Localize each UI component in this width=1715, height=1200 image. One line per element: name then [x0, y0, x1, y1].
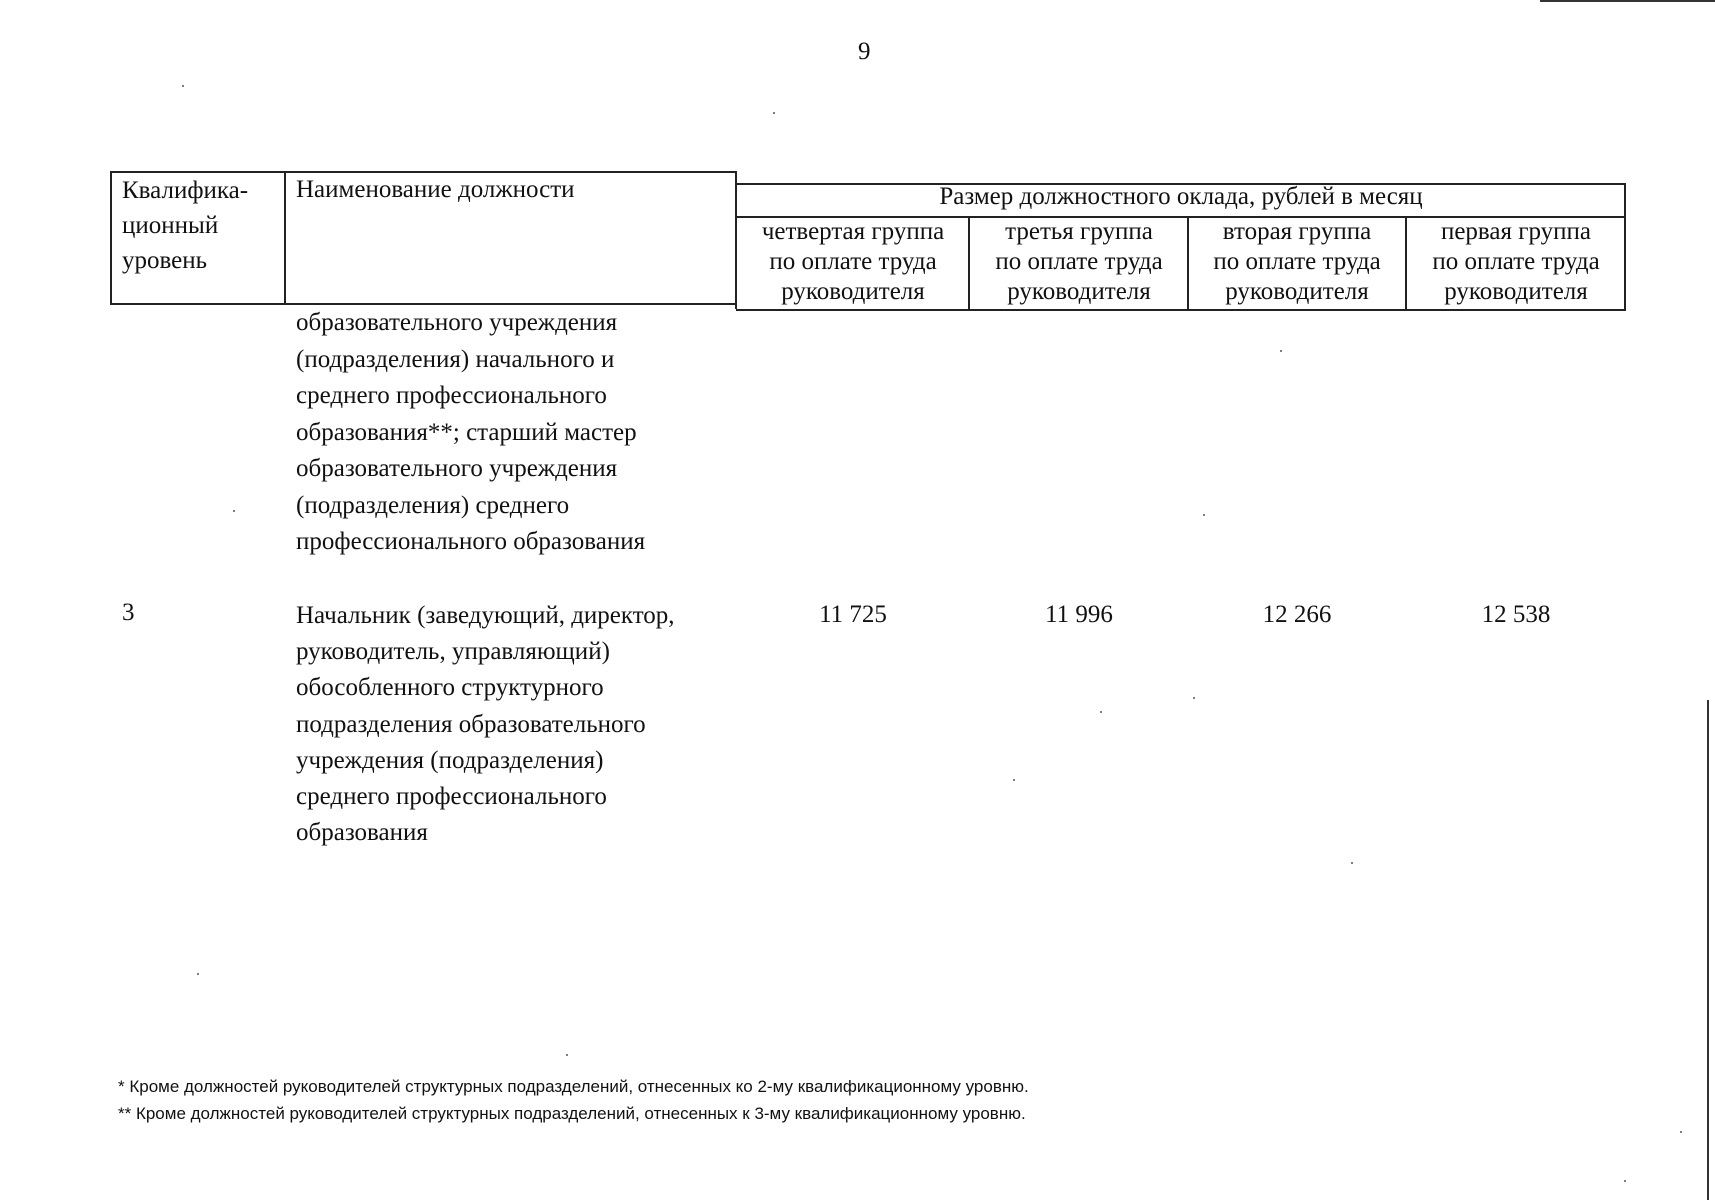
header-group-line: по оплате труда	[1213, 248, 1381, 275]
salary-group-3: 11 996	[1045, 601, 1113, 628]
scan-speck	[1351, 862, 1353, 864]
scan-speck	[1680, 1131, 1682, 1133]
text-line: образования	[296, 819, 428, 847]
salary-group-4: 11 725	[819, 601, 887, 628]
text-line: учреждения (подразделения)	[296, 746, 604, 774]
text-line: образовательного учреждения	[296, 455, 618, 482]
scan-speck	[1203, 514, 1205, 516]
text-line: (подразделения) начального и	[296, 345, 615, 373]
scan-speck	[1193, 697, 1195, 699]
header-group-1	[1407, 217, 1625, 307]
scan-speck	[1100, 711, 1102, 713]
text-line: Начальник (заведующий, директор,	[296, 602, 675, 629]
text-line: образовательного учреждения	[296, 309, 618, 336]
text-line: среднего профессионального	[296, 382, 607, 409]
header-group-line: четвертая группа	[761, 218, 945, 245]
footnotes	[118, 1073, 1029, 1127]
header-level-line: Квалифика-	[122, 177, 249, 204]
text-line: обособленного структурного	[296, 674, 604, 702]
header-group-3	[970, 217, 1188, 307]
page-number: 9	[858, 38, 872, 65]
footnote: ** Кроме должностей руководителей структурных подразделений, отнесенных к 3-му квалификационному уровню.	[118, 1104, 1026, 1123]
scan-speck	[566, 1054, 568, 1056]
scan-speck	[1280, 350, 1282, 352]
salary-group-2: 12 266	[1262, 601, 1332, 628]
header-group-line: руководителя	[1225, 278, 1369, 305]
header-group-line: по оплате труда	[995, 248, 1163, 275]
salary-group-1: 12 538	[1481, 601, 1551, 628]
col-divider-1	[284, 171, 286, 305]
header-group-line: руководителя	[781, 278, 925, 305]
header-group-line: по оплате труда	[1432, 248, 1600, 275]
scan-edge-top	[1540, 0, 1715, 2]
header-group-line: третья группа	[1005, 218, 1153, 245]
scan-speck	[1013, 779, 1015, 781]
header-group-line: первая группа	[1440, 218, 1592, 245]
header-group-line: вторая группа	[1222, 218, 1372, 245]
scan-speck	[233, 510, 235, 512]
text-line: профессионального образования	[296, 528, 646, 555]
header-level-line: уровень	[122, 247, 208, 274]
header-level	[122, 173, 282, 278]
scan-speck	[197, 973, 199, 975]
col-divider-0	[110, 171, 112, 305]
continuation-position-text	[296, 305, 736, 561]
row-level: 3	[122, 599, 135, 626]
text-line: (подразделения) среднего	[296, 491, 570, 519]
header-group-2	[1190, 217, 1404, 307]
footnote: * Кроме должностей руководителей структурных подразделений, отнесенных ко 2-му квалификационному уровню.	[118, 1077, 1029, 1096]
header-salary: Размер должностного оклада, рублей в месяц	[939, 183, 1423, 210]
scan-edge-right	[1707, 700, 1709, 1200]
scan-speck	[773, 112, 775, 114]
scan-speck	[182, 85, 184, 87]
row-position-text	[296, 598, 736, 851]
header-group-line: руководителя	[1444, 278, 1588, 305]
text-line: среднего профессионального	[296, 783, 607, 811]
table-header-bottom-right	[736, 309, 1625, 311]
header-group-4	[737, 217, 969, 307]
header-group-line: по оплате труда	[769, 248, 937, 275]
scan-speck	[1624, 1180, 1626, 1182]
text-line: образования**; старший мастер	[296, 418, 637, 446]
text-line: подразделения образовательного	[296, 710, 646, 738]
header-level-line: ционный	[122, 212, 219, 239]
header-group-line: руководителя	[1007, 278, 1151, 305]
header-position: Наименование должности	[296, 176, 575, 203]
text-line: руководитель, управляющий)	[296, 638, 610, 666]
